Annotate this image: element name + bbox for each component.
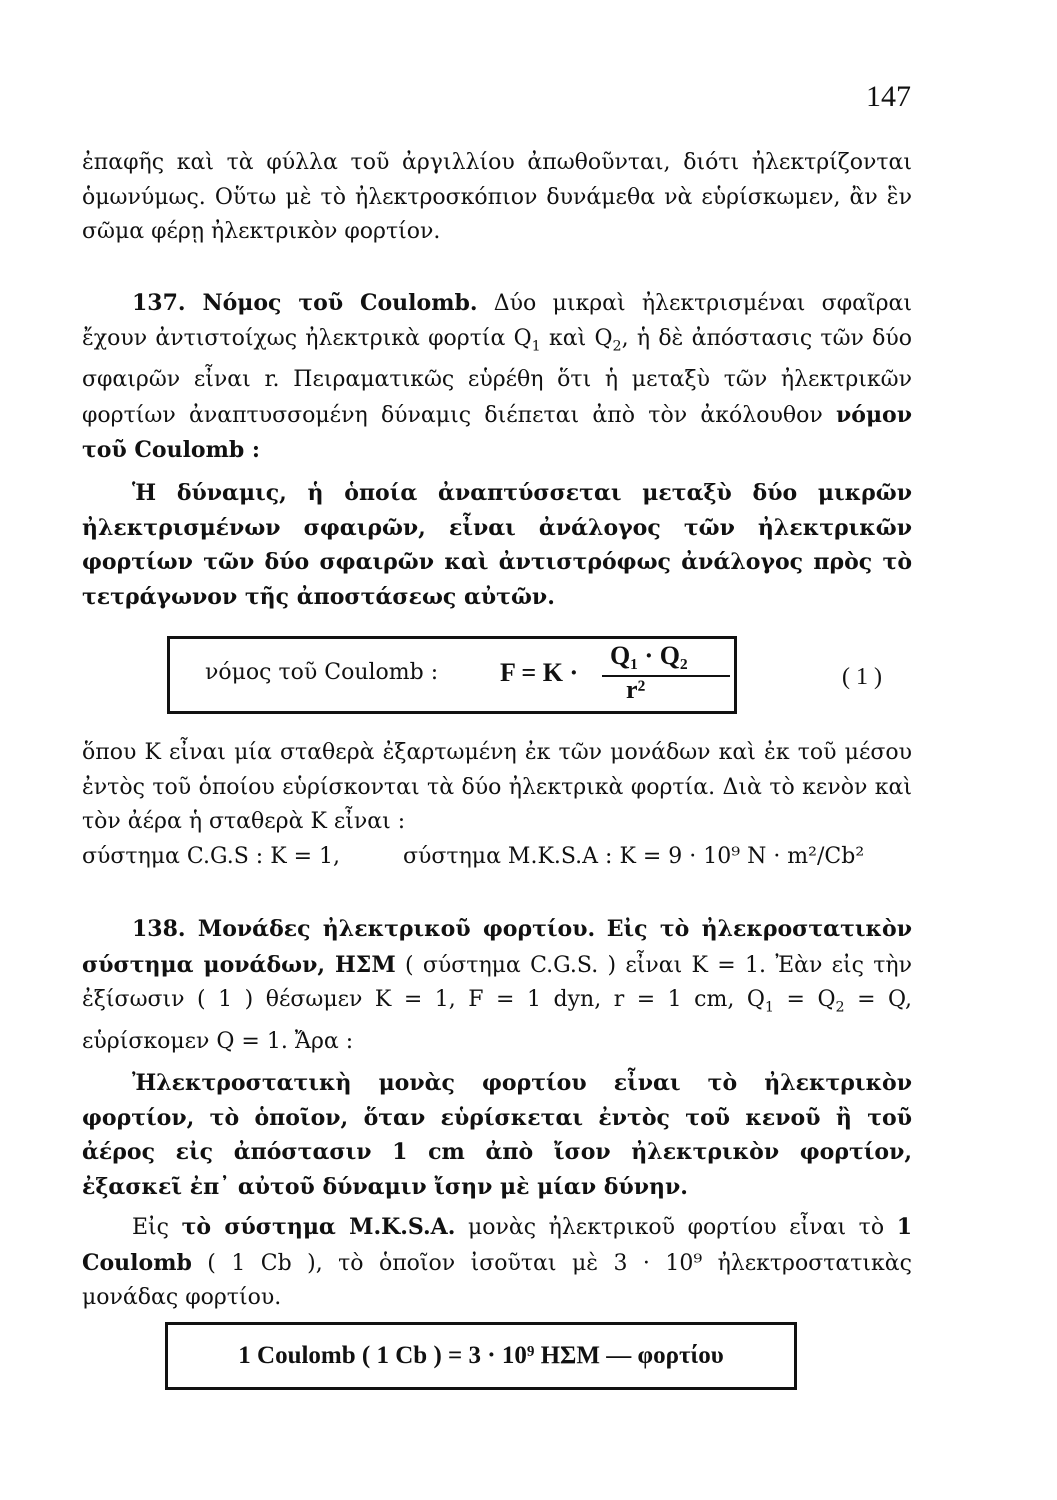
cgs-constant: σύστημα C.G.S : K = 1, bbox=[82, 843, 341, 869]
paragraph-electroscope: ἐπαφῆς καὶ τὰ φύλλα τοῦ ἀργιλλίου ἀπωθοῦνται, διότι ἠλεκτρίζονται ὁμωνύμως. Οὕτω μὲ τὸ ἠλεκτροσκόπιον δυνάμεθα νὰ εὑρίσκωμεν, ἂν ἓν σῶμα φέρῃ ἠλεκτρικὸν φορτίον. bbox=[82, 150, 912, 244]
page-number: 147 bbox=[866, 80, 911, 113]
law-name: νόμον τοῦ Coulomb : bbox=[82, 401, 912, 464]
formula-denominator: r² bbox=[626, 675, 646, 704]
section-137-heading: 137. Νόμος τοῦ Coulomb. bbox=[132, 290, 478, 316]
section-137: 137. Νόμος τοῦ Coulomb. Δύο μικραὶ ἠλεκτρισμέναι σφαῖραι ἔχουν ἀντιστοίχως ἠλεκτρικὰ φορτία $Q_1$ καὶ $Q_2$, ἡ δὲ ἀπόστασις τῶν δύο σφαιρῶν εἶναι r. Πειραματικῶς εὑρέθη ὅτι ἡ μεταξὺ τῶν ἠλεκτρικῶν φορτίων ἀναπτυσσομένη δύναμις διέπεται ἀπὸ τὸν ἀκόλουθον νόμον τοῦ Coulomb : bbox=[82, 290, 913, 464]
formula-lhs: F = K · bbox=[500, 658, 579, 687]
formula-label: νόμος τοῦ Coulomb : bbox=[205, 660, 439, 685]
esu-definition: Ἠλεκτροστατικὴ μονὰς φορτίου εἶναι τὸ ἠλεκτρικὸν φορτίον, τὸ ὁποῖον, ὅταν εὑρίσκεται ἐντὸς τοῦ κενοῦ ἢ τοῦ ἀέρος εἰς ἀπόστασιν 1 cm ἀπὸ ἴσον ἠλεκτρικὸν φορτίον, ἐξασκεῖ ἐπ᾽ αὐτοῦ δύναμιν ἴσην μὲ μίαν δύνην. bbox=[82, 1070, 912, 1200]
paragraph-mksa-unit: Εἰς τὸ σύστημα M.K.S.A. μονὰς ἠλεκτρικοῦ φορτίου εἶναι τὸ 1 Coulomb ( 1 Cb ), τὸ ὁποῖον ἰσοῦται μὲ 3 · 10⁹ ἠλεκτροστατικὰς μονάδας φορτίου. bbox=[82, 1214, 912, 1310]
section-138: 138. Μονάδες ἠλεκτρικοῦ φορτίου. Εἰς τὸ ἠλεκροστατικὸν σύστημα μονάδων, ΗΣΜ ( σύστημα C.G.S. ) εἶναι K = 1. Ἐὰν εἰς τὴν ἐξίσωσιν ( 1 ) θέσωμεν K = 1, F = 1 dyn, r = 1 cm, $Q_1 = Q_2 = Q$, εὑρίσκομεν Q = 1. Ἄρα : bbox=[82, 916, 912, 1054]
fraction-bar bbox=[602, 675, 730, 677]
formula-numerator: Q₁ · Q₂ bbox=[610, 641, 688, 670]
coulomb-unit-formula: 1 Coulomb ( 1 Cb ) = 3 · 10⁹ ΗΣΜ — φορτίου bbox=[238, 1342, 724, 1369]
equation-number: ( 1 ) bbox=[842, 664, 882, 690]
section-138-heading: 138. Μονάδες ἠλεκτρικοῦ φορτίου. bbox=[132, 916, 596, 942]
coulomb-law-statement: Ἡ δύναμις, ἡ ὁποία ἀναπτύσσεται μεταξὺ δύο μικρῶν ἠλεκτρισμένων σφαιρῶν, εἶναι ἀνάλογος τῶν ἠλεκτρικῶν φορτίων τῶν δύο σφαιρῶν καὶ ἀντιστρόφως ἀνάλογος πρὸς τὸ τετράγωνον τῆς ἀποστάσεως αὐτῶν. bbox=[82, 480, 912, 610]
paragraph-constant: ὅπου K εἶναι μία σταθερὰ ἐξαρτωμένη ἐκ τῶν μονάδων καὶ ἐκ τοῦ μέσου ἐντὸς τοῦ ὁποίου εὑρίσκονται τὰ δύο ἠλεκτρικὰ φορτία. Διὰ τὸ κενὸν καὶ τὸν ἀέρα ἡ σταθερὰ K εἶναι : σύστημα C.G.S : K = 1, σύστημα M.K.S.A : K = 9 · 10⁹ N · m²/Cb² bbox=[82, 740, 912, 869]
mksa-constant: σύστημα M.K.S.A : K = 9 · 10⁹ N · m²/Cb² bbox=[403, 843, 865, 869]
